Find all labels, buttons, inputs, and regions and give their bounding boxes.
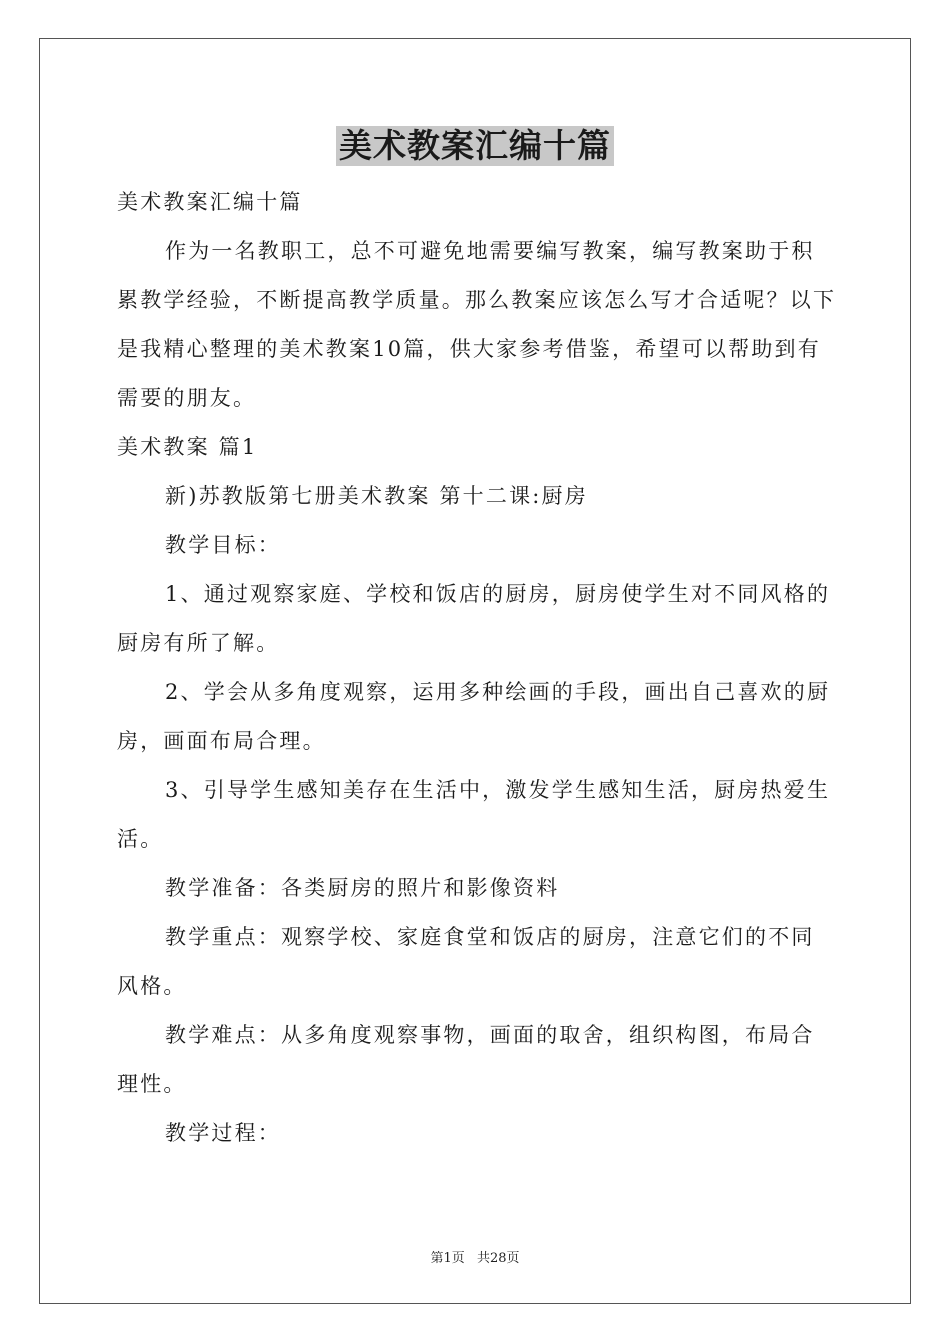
page-number: 第1页 — [430, 1251, 465, 1266]
paragraph-objective-2: 2、学会从多角度观察，运用多种绘画的手段，画出自己喜欢的厨房，画面布局合理。 — [117, 680, 831, 753]
paragraph-intro: 作为一名教职工，总不可避免地需要编写教案，编写教案助于积累教学经验，不断提高教学质量。那么教案应该怎么写才合适呢？以下是我精心整理的美术教案10篇，供大家参考借鉴，希望可以帮助到有需要的朋友。 — [117, 239, 837, 410]
paragraph-objectives-heading: 教学目标： — [165, 533, 281, 557]
document-body — [117, 178, 837, 1158]
page-total: 共28页 — [476, 1251, 520, 1266]
paragraph-doc-heading: 美术教案汇编十篇 — [117, 190, 303, 214]
page-footer — [0, 1247, 950, 1266]
paragraph-section-heading: 美术教案 篇1 — [117, 435, 258, 459]
title-container — [0, 126, 950, 166]
document-title: 美术教案汇编十篇 — [336, 126, 614, 166]
paragraph-objective-3: 3、引导学生感知美存在生活中，激发学生感知生活，厨房热爱生活。 — [117, 778, 831, 851]
paragraph-lesson-title: 新)苏教版第七册美术教案 第十二课:厨房 — [165, 484, 588, 508]
paragraph-objective-1: 1、通过观察家庭、学校和饭店的厨房，厨房使学生对不同风格的厨房有所了解。 — [117, 582, 831, 655]
paragraph-process-heading: 教学过程： — [165, 1121, 281, 1145]
paragraph-preparation: 教学准备：各类厨房的照片和影像资料 — [165, 876, 560, 900]
paragraph-difficulties: 教学难点：从多角度观察事物，画面的取舍，组织构图，布局合理性。 — [117, 1023, 815, 1096]
paragraph-key-points: 教学重点：观察学校、家庭食堂和饭店的厨房，注意它们的不同风格。 — [117, 925, 815, 998]
